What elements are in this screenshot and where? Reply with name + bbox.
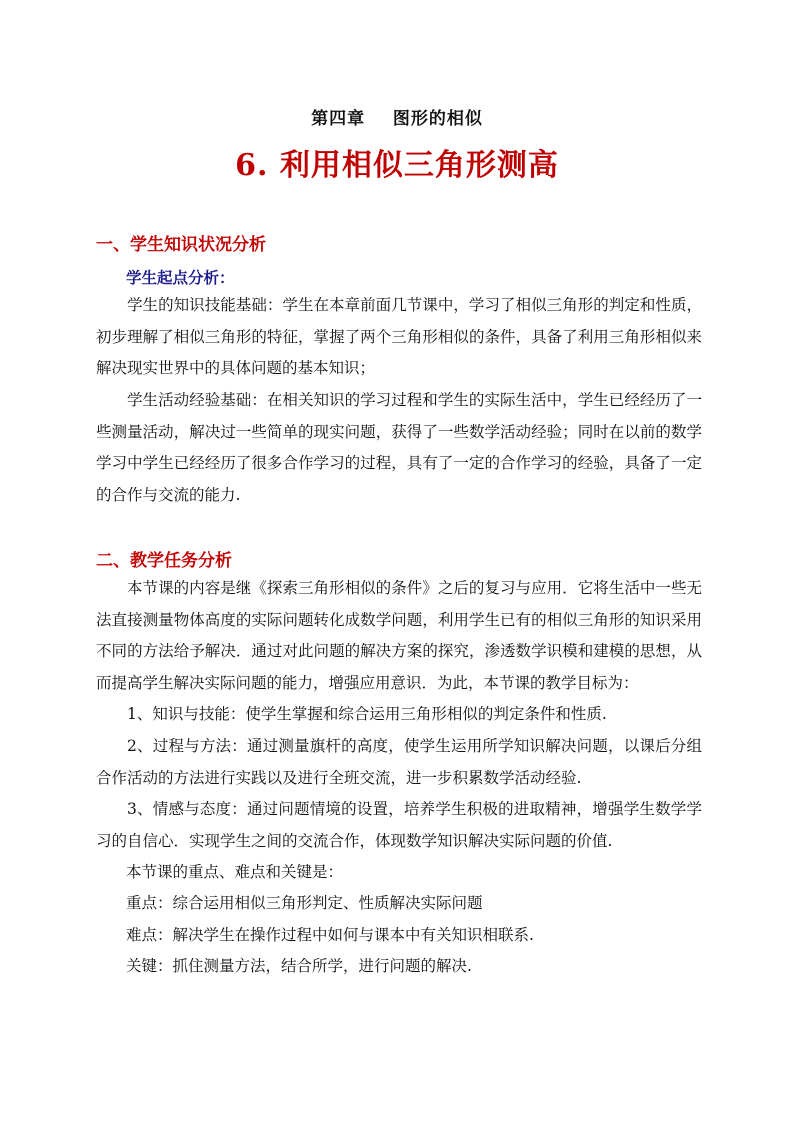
keypoint-difficulty: 难点：解决学生在操作过程中如何与课本中有关知识相联系. bbox=[126, 926, 534, 944]
keypoint-key: 关键：抓住测量方法，结合所学，进行问题的解决. bbox=[126, 957, 472, 975]
lesson-title: 6. 利用相似三角形测高 bbox=[235, 148, 559, 183]
goal-process-method: 2、过程与方法：通过测量旗杆的高度，使学生运用所学知识解决问题，以课后分组合作活动的方法进行实践以及进行全班交流，进一步积累数学活动经验. bbox=[96, 737, 702, 787]
section-2-paragraph-intro: 本节课的内容是继《探索三角形相似的条件》之后的复习与应用．它将生活中一些无法直接测量物体高度的实际问题转化成数学问题，利用学生已有的相似三角形的知识采用不同的方法给予解决．通过对此问题的解决方案的探究，渗透数学识模和建模的思想，从而提高学生解决实际问题的能力，增强应用意识．为此，本节课的教学目标为： bbox=[96, 579, 702, 692]
section-1-paragraph-knowledge: 学生的知识技能基础：学生在本章前面几节课中，学习了相似三角形的判定和性质，初步理解了相似三角形的特征，掌握了两个三角形相似的条件，具备了利用三角形相似来解决现实世界中的具体问题的基本知识； bbox=[96, 296, 702, 377]
section-1-heading: 一、学生知识状况分析 bbox=[96, 235, 266, 255]
goal-emotion-attitude: 3、情感与态度：通过问题情境的设置，培养学生积极的进取精神，增强学生数学学习的自信心．实现学生之间的交流合作，体现数学知识解决实际问题的价值. bbox=[96, 800, 702, 850]
chapter-heading: 第四章 图形的相似 bbox=[311, 109, 483, 129]
section-1-subheading: 学生起点分析： bbox=[126, 268, 235, 287]
keypoint-focus: 重点：综合运用相似三角形判定、性质解决实际问题 bbox=[126, 894, 483, 912]
section-2-heading: 二、教学任务分析 bbox=[96, 551, 232, 571]
keypoints-intro: 本节课的重点、难点和关键是： bbox=[126, 863, 344, 881]
section-1-paragraph-experience: 学生活动经验基础：在相关知识的学习过程和学生的实际生活中，学生已经经历了一些测量活动，解决过一些简单的现实问题，获得了一些数学活动经验；同时在以前的数学学习中学生已经经历了很多合作学习的过程，具有了一定的合作学习的经验，具备了一定的合作与交流的能力. bbox=[96, 391, 702, 504]
goal-knowledge-skills: 1、知识与技能：使学生掌握和综合运用三角形相似的判定条件和性质. bbox=[127, 705, 607, 723]
